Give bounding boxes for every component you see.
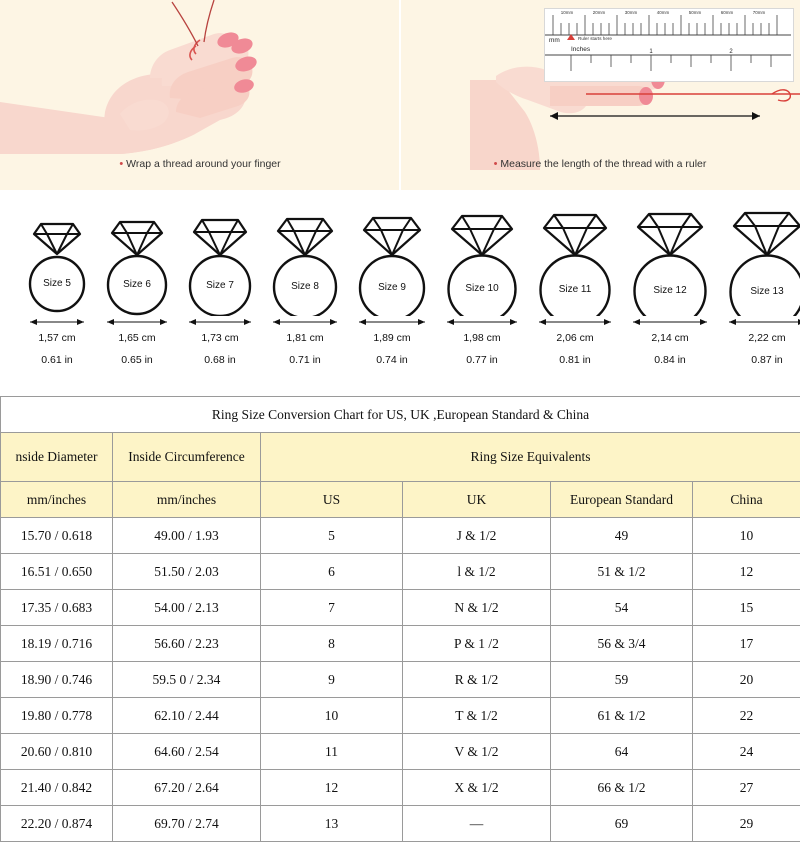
- cell-us: 6: [261, 554, 403, 590]
- subheader-diameter-units: mm/inches: [1, 482, 113, 518]
- ring-width-arrow-icon: [622, 316, 718, 328]
- svg-text:2: 2: [729, 49, 733, 55]
- table-row: [1, 626, 800, 662]
- header-inside-circumference: Inside Circumference: [113, 433, 261, 482]
- ring-diagram: [18, 196, 96, 321]
- cell-diameter: 16.51 / 0.650: [1, 554, 113, 590]
- ring-icon: [718, 196, 800, 316]
- ring-diagram: [262, 196, 348, 321]
- cell-european: 61 & 1/2: [551, 698, 693, 734]
- ring-icon: [262, 196, 348, 316]
- ring-cm: 2,14 cm: [622, 332, 718, 344]
- cell-diameter: 15.70 / 0.618: [1, 518, 113, 554]
- cell-uk: X & 1/2: [403, 770, 551, 806]
- cell-uk: l & 1/2: [403, 554, 551, 590]
- svg-text:1: 1: [649, 49, 653, 55]
- chart-title: Ring Size Conversion Chart for US, UK ,European Standard & China: [1, 397, 800, 433]
- svg-text:20mm: 20mm: [593, 10, 606, 15]
- ring-in: 0.61 in: [18, 354, 96, 366]
- svg-text:70mm: 70mm: [753, 10, 766, 15]
- cell-china: 10: [693, 518, 800, 554]
- table-row: [1, 662, 800, 698]
- ring-label: Size 5: [18, 278, 96, 289]
- cell-circumference: 49.00 / 1.93: [113, 518, 261, 554]
- cell-european: 66 & 1/2: [551, 770, 693, 806]
- ring-cm: 1,73 cm: [178, 332, 262, 344]
- header-inside-diameter: nside Diameter: [1, 433, 113, 482]
- svg-text:10mm: 10mm: [561, 10, 574, 15]
- table-row: [1, 518, 800, 554]
- instruction-right: [400, 0, 800, 190]
- table-row: [1, 698, 800, 734]
- ring-icon: [436, 196, 528, 316]
- ring-cm: 2,22 cm: [718, 332, 800, 344]
- subheader-us: US: [261, 482, 403, 518]
- ring-in: 0.65 in: [96, 354, 178, 366]
- cell-european: 56 & 3/4: [551, 626, 693, 662]
- svg-text:Inches: Inches: [571, 46, 591, 53]
- cell-uk: J & 1/2: [403, 518, 551, 554]
- svg-text:30mm: 30mm: [625, 10, 638, 15]
- ring-label: Size 12: [622, 285, 718, 296]
- cell-european: 59: [551, 662, 693, 698]
- table-subheader-row: [1, 482, 800, 518]
- ring-label: Size 11: [528, 284, 622, 295]
- instruction-panel: [0, 0, 800, 190]
- cell-us: 7: [261, 590, 403, 626]
- cell-circumference: 54.00 / 2.13: [113, 590, 261, 626]
- cell-us: 10: [261, 698, 403, 734]
- ring-cm: 1,57 cm: [18, 332, 96, 344]
- svg-text:50mm: 50mm: [689, 10, 702, 15]
- cell-diameter: 17.35 / 0.683: [1, 590, 113, 626]
- cell-uk: —: [403, 806, 551, 842]
- table-row: [1, 734, 800, 770]
- ring-label: Size 6: [96, 279, 178, 290]
- cell-china: 29: [693, 806, 800, 842]
- cell-diameter: 20.60 / 0.810: [1, 734, 113, 770]
- cell-circumference: 51.50 / 2.03: [113, 554, 261, 590]
- svg-text:40mm: 40mm: [657, 10, 670, 15]
- left-caption: [0, 158, 400, 170]
- ring-in: 0.68 in: [178, 354, 262, 366]
- ring-icon: [18, 196, 96, 316]
- conversion-table-wrapper: [0, 396, 800, 842]
- cell-china: 27: [693, 770, 800, 806]
- ring-diagram: [178, 196, 262, 321]
- table-title-row: [1, 397, 800, 433]
- cell-european: 64: [551, 734, 693, 770]
- ring-size-conversion-table: [0, 396, 800, 842]
- ring-width-arrow-icon: [18, 316, 96, 328]
- cell-circumference: 59.5 0 / 2.34: [113, 662, 261, 698]
- ring-label: Size 8: [262, 281, 348, 292]
- cell-us: 11: [261, 734, 403, 770]
- ring-icon: [622, 196, 718, 316]
- ring-label: Size 7: [178, 280, 262, 291]
- ring-width-arrow-icon: [178, 316, 262, 328]
- cell-china: 24: [693, 734, 800, 770]
- ring-icon: [178, 196, 262, 316]
- cell-uk: P & 1 /2: [403, 626, 551, 662]
- svg-text:Ruler starts here: Ruler starts here: [578, 36, 612, 41]
- ring-width-arrow-icon: [436, 316, 528, 328]
- cell-circumference: 67.20 / 2.64: [113, 770, 261, 806]
- ring-diagram: [348, 196, 436, 321]
- cell-china: 12: [693, 554, 800, 590]
- table-row: [1, 770, 800, 806]
- cell-uk: R & 1/2: [403, 662, 551, 698]
- cell-uk: N & 1/2: [403, 590, 551, 626]
- ring-label: Size 9: [348, 282, 436, 293]
- ring-label: Size 10: [436, 283, 528, 294]
- bullet-icon: •: [494, 158, 498, 170]
- cell-european: 51 & 1/2: [551, 554, 693, 590]
- ring-diagram: [622, 196, 718, 321]
- svg-text:60mm: 60mm: [721, 10, 734, 15]
- ring-icon: [528, 196, 622, 316]
- left-caption-text: Wrap a thread around your finger: [126, 158, 280, 170]
- ring-width-arrow-icon: [718, 316, 800, 328]
- cell-diameter: 22.20 / 0.874: [1, 806, 113, 842]
- cell-us: 12: [261, 770, 403, 806]
- ring-width-arrow-icon: [348, 316, 436, 328]
- cell-circumference: 62.10 / 2.44: [113, 698, 261, 734]
- instruction-left: [0, 0, 400, 190]
- subheader-uk: UK: [403, 482, 551, 518]
- cell-china: 20: [693, 662, 800, 698]
- cell-circumference: 69.70 / 2.74: [113, 806, 261, 842]
- subheader-china: China: [693, 482, 800, 518]
- ring-in: 0.81 in: [528, 354, 622, 366]
- hand-thread-illustration: [0, 0, 400, 164]
- right-caption-text: Measure the length of the thread with a ruler: [500, 158, 706, 170]
- header-ring-size-equivalents: Ring Size Equivalents: [261, 433, 800, 482]
- ring-width-arrow-icon: [528, 316, 622, 328]
- subheader-circumference-units: mm/inches: [113, 482, 261, 518]
- cell-diameter: 19.80 / 0.778: [1, 698, 113, 734]
- cell-diameter: 18.90 / 0.746: [1, 662, 113, 698]
- cell-circumference: 56.60 / 2.23: [113, 626, 261, 662]
- cell-us: 8: [261, 626, 403, 662]
- ring-diagram: [718, 196, 800, 321]
- table-row: [1, 590, 800, 626]
- subheader-european: European Standard: [551, 482, 693, 518]
- cell-us: 5: [261, 518, 403, 554]
- cell-uk: V & 1/2: [403, 734, 551, 770]
- cell-european: 69: [551, 806, 693, 842]
- ring-cm: 2,06 cm: [528, 332, 622, 344]
- cell-uk: T & 1/2: [403, 698, 551, 734]
- ring-icon: [348, 196, 436, 316]
- ruler-illustration: [544, 8, 794, 82]
- table-row: [1, 806, 800, 842]
- ring-cm: 1,89 cm: [348, 332, 436, 344]
- cell-us: 9: [261, 662, 403, 698]
- ring-diagram: [528, 196, 622, 321]
- right-caption: [400, 158, 800, 170]
- cell-circumference: 64.60 / 2.54: [113, 734, 261, 770]
- table-row: [1, 554, 800, 590]
- ring-cm: 1,81 cm: [262, 332, 348, 344]
- ring-width-arrow-icon: [262, 316, 348, 328]
- ring-label: Size 13: [718, 286, 800, 297]
- ring-diagram: [436, 196, 528, 321]
- cell-diameter: 21.40 / 0.842: [1, 770, 113, 806]
- cell-diameter: 18.19 / 0.716: [1, 626, 113, 662]
- cell-us: 13: [261, 806, 403, 842]
- ring-in: 0.84 in: [622, 354, 718, 366]
- cell-european: 49: [551, 518, 693, 554]
- bullet-icon: •: [119, 158, 123, 170]
- cell-china: 15: [693, 590, 800, 626]
- ring-icon: [96, 196, 178, 316]
- ring-in: 0.87 in: [718, 354, 800, 366]
- ring-cm: 1,98 cm: [436, 332, 528, 344]
- ring-size-diagrams: [0, 196, 800, 396]
- ring-in: 0.71 in: [262, 354, 348, 366]
- cell-china: 17: [693, 626, 800, 662]
- cell-china: 22: [693, 698, 800, 734]
- ring-width-arrow-icon: [96, 316, 178, 328]
- table-group-header-row: [1, 433, 800, 482]
- ring-diagram: [96, 196, 178, 321]
- cell-european: 54: [551, 590, 693, 626]
- ring-in: 0.74 in: [348, 354, 436, 366]
- ring-cm: 1,65 cm: [96, 332, 178, 344]
- ring-in: 0.77 in: [436, 354, 528, 366]
- svg-text:mm: mm: [549, 37, 560, 44]
